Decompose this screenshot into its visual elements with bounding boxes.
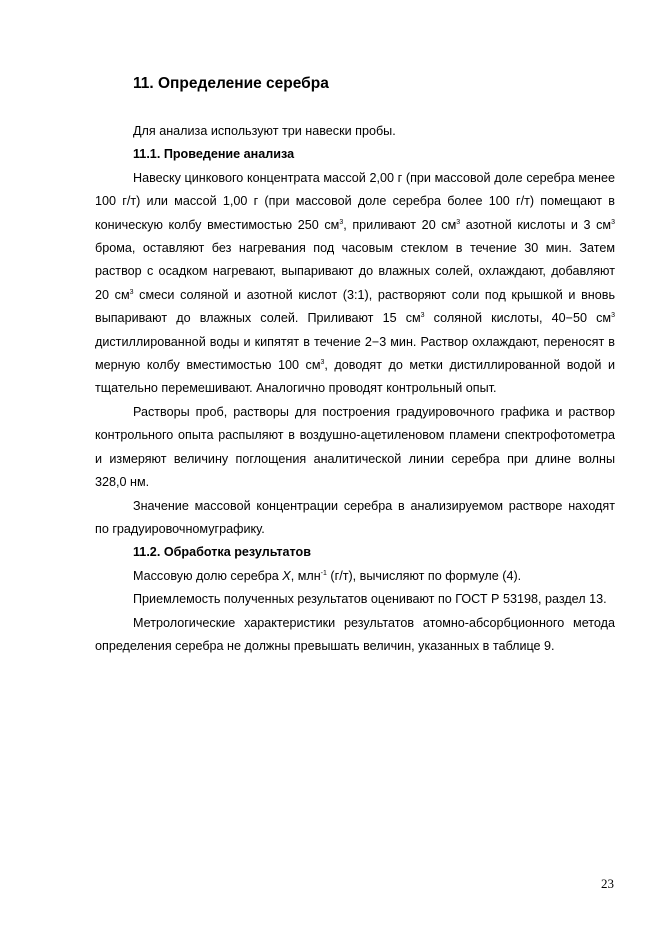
formula-reference-paragraph	[95, 565, 615, 588]
section-title: 11. Определение серебра	[133, 75, 329, 92]
superscript: -1	[320, 569, 327, 577]
text-segment: , млн	[290, 568, 321, 583]
superscript: 3	[320, 358, 325, 366]
text-segment: (г/т), вычисляют по формуле (4).	[326, 568, 522, 583]
text-segment: Навеску цинкового концентрата массой 2,00 г (при массовой доле серебра менее 100 г/т) или массой 1,00 г (при массовой доле серебра более 100 г/т) помещают в коническую колбу вместимостью 250 см	[95, 170, 615, 232]
text-segment: , приливают 20 см	[343, 217, 457, 232]
acceptability-paragraph: Приемлемость полученных результатов оценивают по ГОСТ Р 53198, раздел 13.	[133, 592, 607, 607]
text-segment: соляной кислоты, 40−50 см	[424, 311, 612, 326]
superscript: 3	[611, 218, 615, 226]
text-segment: , доводят до метки дистиллированной водой и тщательно перемешивают. Аналогично проводят контрольный опыт.	[95, 358, 615, 396]
metrology-paragraph: Метрологические характеристики результатов атомно-абсорбционного метода определения серебра не должны превышать величин, указанных в таблице 9.	[95, 615, 615, 653]
superscript: 3	[611, 312, 615, 320]
superscript: 3	[420, 312, 425, 320]
subsection-heading-analysis: 11.1. Проведение анализа	[133, 147, 295, 162]
superscript: 3	[456, 218, 461, 226]
intro-paragraph: Для анализа используют три навески пробы.	[133, 124, 396, 138]
analysis-procedure-paragraph	[95, 167, 615, 401]
text-segment: смеси соляной и азотной кислот (3:1), растворяют соли под крышкой и вновь выпаривают до влажных солей. Приливают 15 см	[95, 287, 616, 326]
superscript: 3	[339, 218, 344, 226]
page-number: 23	[601, 876, 614, 891]
superscript: 3	[129, 288, 134, 296]
spectrophotometry-paragraph: Растворы проб, растворы для построения градуировочного графика и раствор контрольного опыта распыляют в воздушно-ацетиленовом пламени спектрофотометра и измеряют величину поглощения аналитической линии серебра при длине волны 328,0 нм.	[95, 404, 615, 490]
subsection-heading-results: 11.2. Обработка результатов	[133, 545, 311, 560]
calibration-paragraph: Значение массовой концентрации серебра в анализируемом растворе находят по градуировочномуграфику.	[95, 498, 615, 536]
text-segment: брома, оставляют без нагревания под часовым стеклом в течение 30 мин. Затем раствор с осадком нагревают, выпаривают до влажных солей, охлаждают, добавляют 20 см	[95, 241, 615, 302]
text-segment: дистиллированной воды и кипятят в течение 2−3 мин. Раствор охлаждают, переносят в мерную колбу вместимостью 100 см	[95, 334, 615, 373]
text-segment: Массовую долю серебра	[133, 568, 283, 583]
variable-x: X	[282, 568, 291, 583]
text-segment: азотной кислоты и 3 см	[460, 217, 612, 232]
page-content	[95, 75, 615, 658]
